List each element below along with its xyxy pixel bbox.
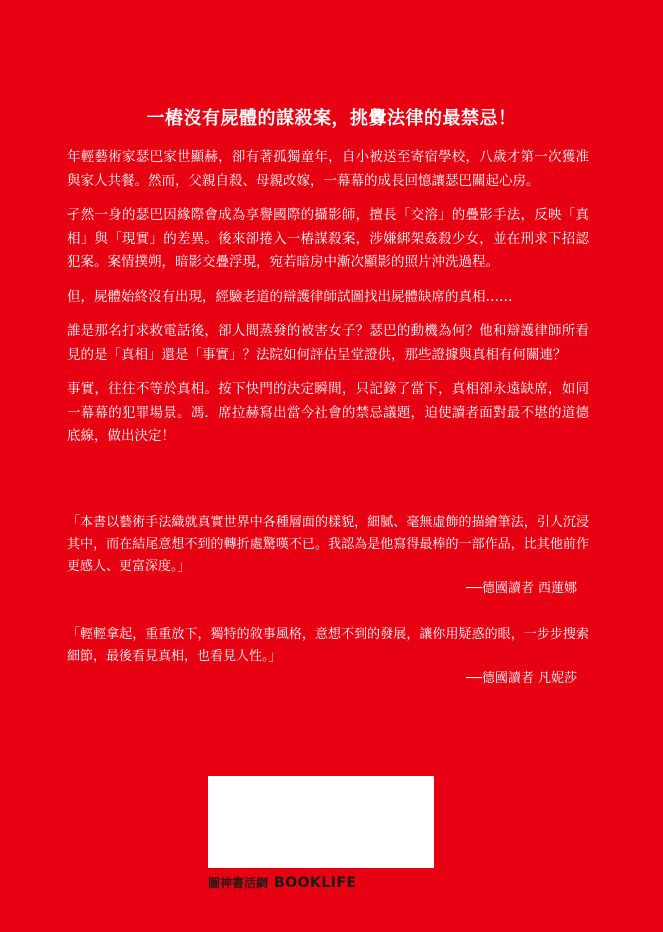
reader-quote: [67, 512, 589, 600]
publisher-brand: BOOKLIFE: [274, 875, 357, 891]
synopsis-paragraph: 孑然一身的瑟巴因緣際會成為享譽國際的攝影師，擅長「交溶」的疊影手法，反映「真相」與「現實」的差異。後來卻捲入一樁謀殺案，涉嫌綁架姦殺少女，並在刑求下招認犯案。案情撲朔，暗影交疊浮現，宛若暗房中漸次顯影的照片沖洗過程。: [67, 207, 589, 270]
synopsis-paragraph: 誰是那名打求救電話後，卻人間蒸發的被害女子？瑟巴的動機為何？他和辯護律師所看見的是「真相」還是「事實」？法院如何評估呈堂證供，那些證據與真相有何關連？: [67, 323, 589, 363]
reader-quotes: [67, 512, 589, 714]
quote-text: 「輕輕拿起，重重放下，獨特的敘事風格，意想不到的發展，讓你用疑惑的眼，一步步搜索細節，最後看見真相，也看見人性。」: [67, 627, 589, 664]
quote-attribution: ──德國讀者 西蓮娜: [466, 581, 577, 596]
publisher-name: 圖神書活網: [208, 876, 269, 890]
reader-quote: [67, 624, 589, 690]
synopsis-paragraph: 但，屍體始終沒有出現，經驗老道的辯護律師試圖找出屍體缺席的真相……: [67, 288, 513, 305]
publisher-logo: [208, 874, 357, 891]
headline: 一樁沒有屍體的謀殺案，挑釁法律的最禁忌！: [146, 108, 517, 129]
quote-attribution: ──德國讀者 凡妮莎: [466, 671, 577, 686]
barcode-area: [208, 776, 434, 868]
synopsis: [67, 146, 589, 460]
quote-text: 「本書以藝術手法織就真實世界中各種層面的樣貌，細膩、毫無虛飾的描繪筆法，引人沉浸其中，而在結尾意想不到的轉折處驚嘆不已。我認為是他寫得最棒的一部作品，比其他前作更感人、更富深度。」: [67, 515, 589, 574]
synopsis-paragraph: 年輕藝術家瑟巴家世顯赫，卻有著孤獨童年，自小被送至寄宿學校，八歲才第一次獲准與家人共餐。然而，父親自殺、母親改嫁，一幕幕的成長回憶讓瑟巴關起心房。: [67, 149, 589, 189]
synopsis-paragraph: 事實，往往不等於真相。按下快門的決定瞬間，只記錄了當下，真相卻永遠缺席，如同一幕幕的犯罪場景。馮．席拉赫寫出當今社會的禁忌議題，迫使讀者面對最不堪的道德底線，做出決定！: [67, 381, 589, 444]
